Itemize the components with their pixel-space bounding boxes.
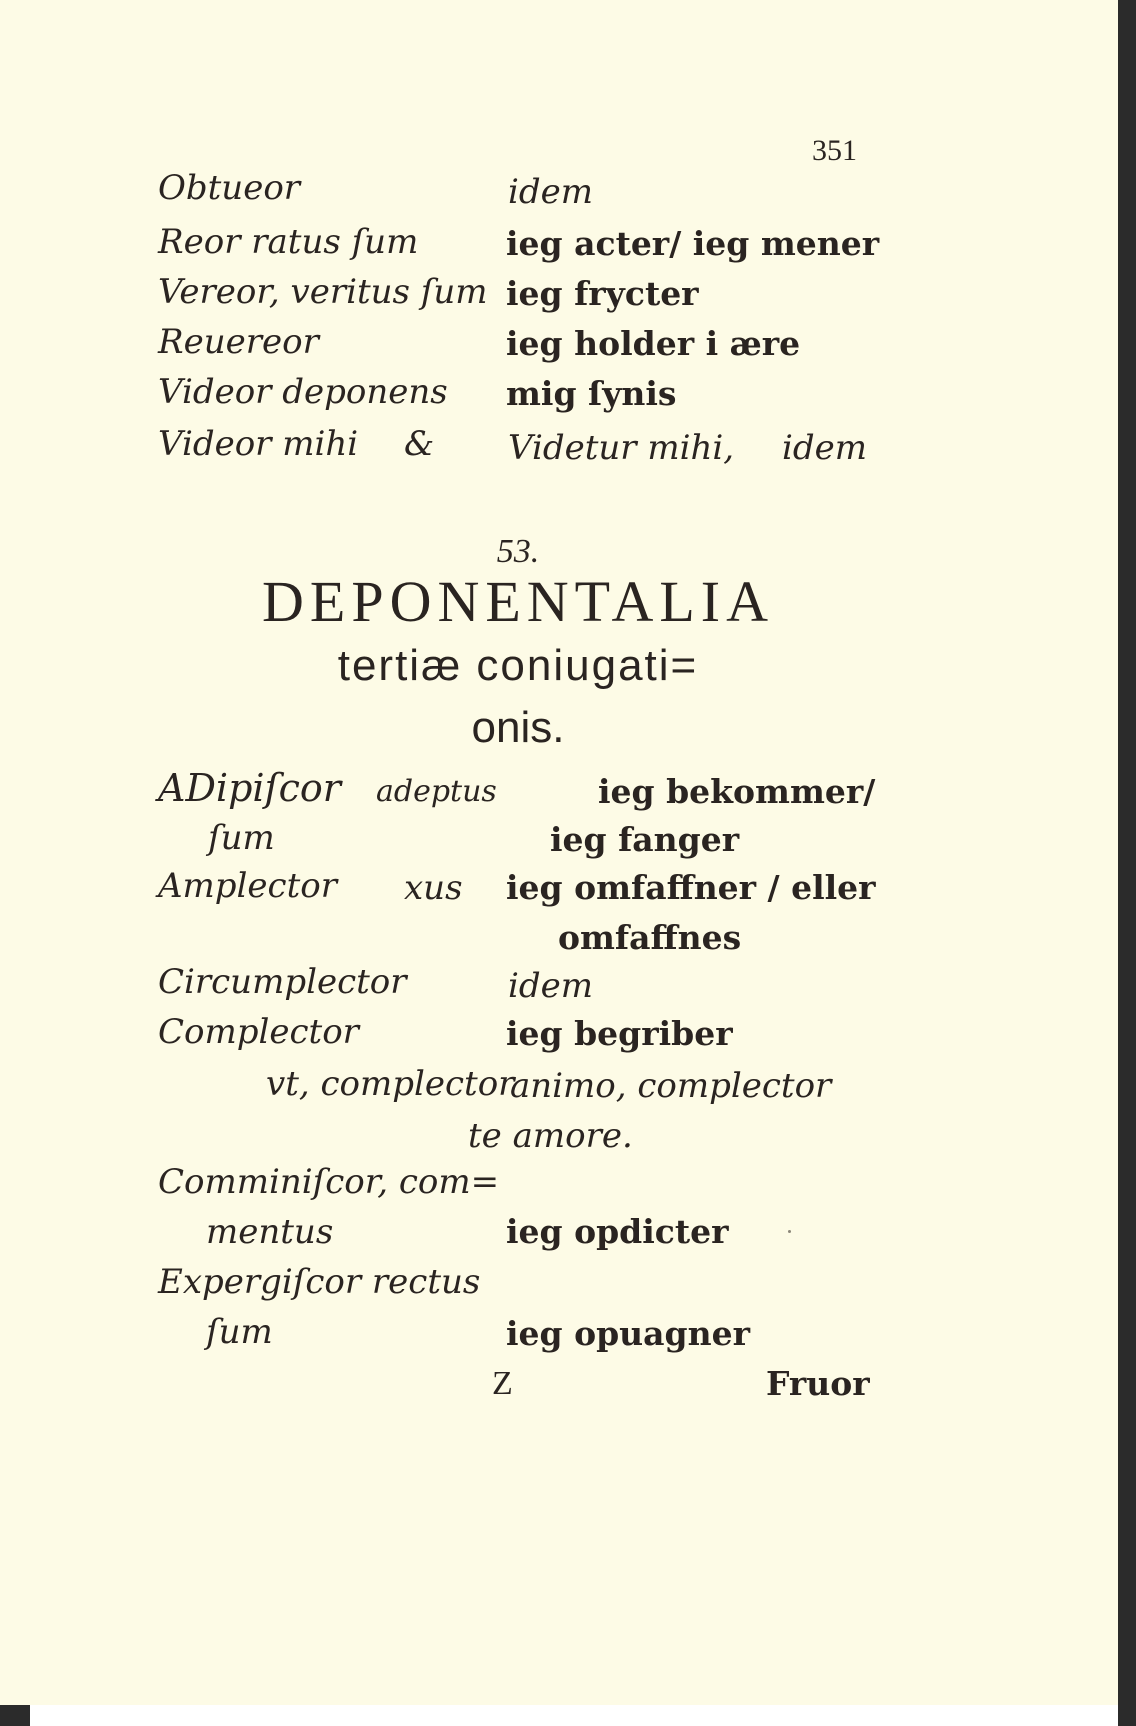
section-subtitle: onis. <box>471 703 565 752</box>
entry-latin: Videor mihi <box>158 424 359 464</box>
entry-latin: Videor deponens <box>158 372 448 412</box>
entry-latin: Amplector <box>158 866 337 906</box>
entry-latin: Reuereor <box>158 322 319 362</box>
catchword: Fruor <box>766 1364 870 1403</box>
entry-danish: ieg frycter <box>506 274 699 313</box>
section-subtitle: tertiæ coniugati= <box>337 641 699 690</box>
entry-danish: ieg begriber <box>506 1014 733 1053</box>
entry-latin: ſum <box>206 1312 273 1352</box>
signature-mark: Z <box>492 1365 513 1402</box>
entry-latin: Reor ratus ſum <box>158 222 419 262</box>
entry-latin: Comminiſcor, com= <box>158 1162 500 1202</box>
entry-danish: animo, complector <box>510 1066 832 1106</box>
entry-latin: Obtueor <box>158 168 301 208</box>
entry-latin: adeptus <box>376 774 497 809</box>
entry-latin: ſum <box>208 818 275 858</box>
entry-latin: vt, complector <box>266 1064 515 1104</box>
entry-danish: mig ſynis <box>506 374 677 413</box>
scan-edge-corner <box>0 1705 30 1726</box>
ampersand: & <box>404 424 435 464</box>
entry-latin: mentus <box>206 1212 334 1252</box>
scan-edge-right <box>1118 0 1136 1726</box>
entry-danish: idem <box>782 428 867 468</box>
entry-latin: Videtur mihi, <box>508 428 735 468</box>
page-number: 351 <box>812 134 857 167</box>
entry-danish: ieg opdicter <box>506 1212 729 1251</box>
entry-latin: Circumplector <box>158 962 407 1002</box>
entry-danish: ieg opuagner <box>506 1314 751 1353</box>
paper-speck <box>788 1230 791 1233</box>
entry-danish: te amore. <box>468 1116 633 1156</box>
scan-edge-bottom <box>0 1705 1118 1726</box>
entry-danish: idem <box>508 966 593 1006</box>
section-number: 53. <box>496 533 540 570</box>
entry-latin: Complector <box>158 1012 359 1052</box>
entry-latin: Vereor, veritus ſum <box>158 272 488 312</box>
entry-danish: ieg omfaffner / eller <box>506 868 876 907</box>
entry-danish: ieg bekommer/ <box>598 772 876 811</box>
section-title: DEPONENTALIA <box>262 569 774 634</box>
entry-latin: ADipiſcor <box>158 766 341 810</box>
entry-danish: idem <box>508 172 593 212</box>
entry-danish: ieg acter/ ieg mener <box>506 224 880 263</box>
entry-danish: ieg fanger <box>550 820 740 859</box>
entry-danish: ieg holder i ære <box>506 324 801 363</box>
entry-latin: xus <box>404 868 463 908</box>
entry-danish: omfaffnes <box>558 918 742 957</box>
entry-latin: Expergiſcor rectus <box>158 1262 481 1302</box>
